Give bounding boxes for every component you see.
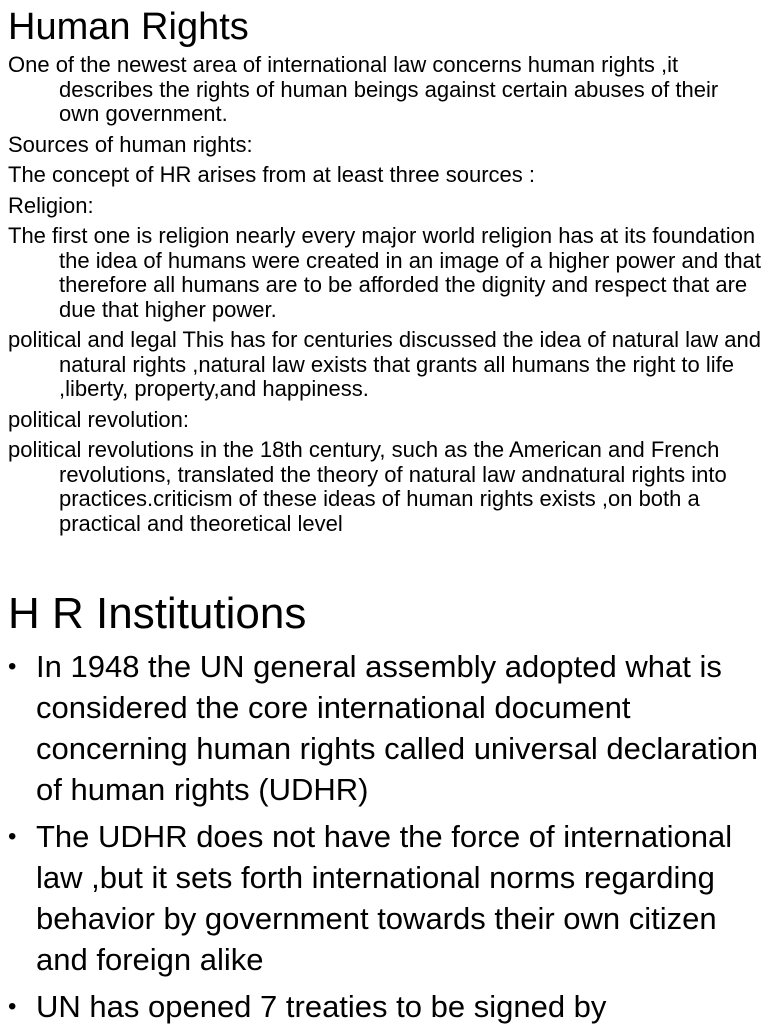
paragraph-list — [8, 53, 764, 542]
slide-title: Human Rights — [8, 6, 249, 48]
paragraph: Sources of human rights: — [8, 131, 253, 157]
paragraph: Religion: — [8, 192, 94, 218]
paragraph: The concept of HR arises from at least three sources : — [8, 162, 536, 187]
bullet-item — [8, 986, 764, 1027]
paragraph: political revolutions in the 18th century, such as the American and French revolutions, translated the theory of natural law andnatural rights into practices.criticism of these ideas of human rights exists ,on both a practical and theoretical level — [8, 437, 727, 536]
paragraph: political revolution: — [8, 406, 189, 432]
bullet-item — [8, 646, 764, 810]
slide-title: H R Institutions — [8, 589, 307, 638]
paragraph: One of the newest area of international law concerns human rights ,it describes the rights of human beings against certain abuses of their own government. — [8, 52, 719, 126]
bullet-text: In 1948 the UN general assembly adopted what is considered the core international document concerning human rights called universal declaration of human rights (UDHR) — [36, 649, 759, 807]
bullet-icon: • — [8, 653, 17, 680]
bullet-text: The UDHR does not have the force of international law ,but it sets forth international norms regarding behavior by government towards their own citizen and foreign alike — [36, 819, 733, 977]
bullet-list — [8, 646, 764, 1033]
paragraph: The first one is religion nearly every major world religion has at its foundation the idea of humans were created in an image of a higher power and that therefore all humans are to be afforded the dignity and respect that are due that higher power. — [8, 223, 762, 322]
slide-hr-institutions — [0, 580, 768, 1024]
bullet-item — [8, 816, 764, 980]
bullet-icon: • — [8, 993, 17, 1020]
paragraph: political and legal This has for centuries discussed the idea of natural law and natural rights ,natural law exists that grants all humans the right to life ,liberty, property,and happiness. — [8, 327, 761, 401]
bullet-icon: • — [8, 823, 17, 850]
bullet-text: UN has opened 7 treaties to be signed by — [36, 989, 607, 1024]
